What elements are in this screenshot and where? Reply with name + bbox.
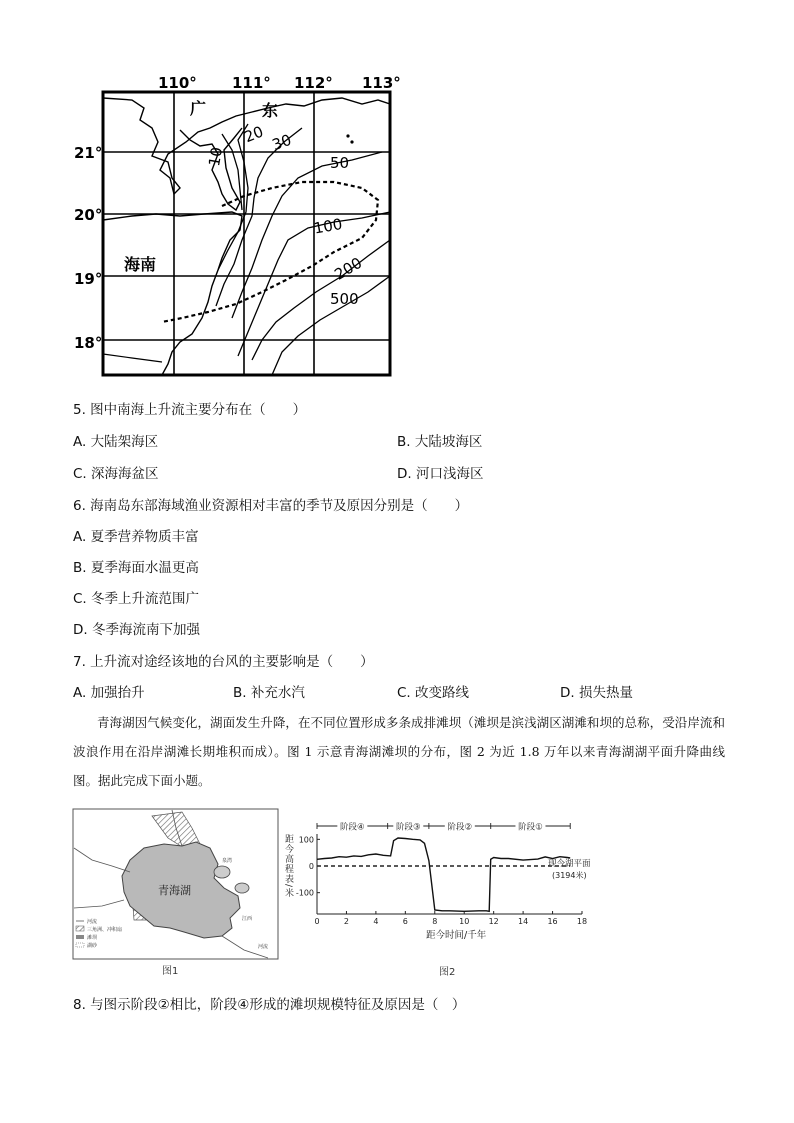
region-label: 海南 xyxy=(124,255,157,274)
isobath-30 xyxy=(216,128,302,306)
question-6-stem: 6. 海南岛东部海域渔业资源相对丰富的季节及原因分别是（ ） xyxy=(73,498,469,514)
x-tick-label: 18 xyxy=(576,917,588,926)
legend-item: 河流 xyxy=(87,919,98,925)
x-tick-label: 2 xyxy=(343,917,349,926)
legend-item: 三角洲、冲积扇 xyxy=(87,927,123,933)
region-label: 东 xyxy=(262,101,279,120)
figure-1-qinghai-lake xyxy=(72,808,280,978)
lon-label: 111° xyxy=(232,74,271,92)
legend-item: 湖砂 xyxy=(87,943,98,949)
y-tick-label: 0 xyxy=(308,862,314,871)
isobath-50 xyxy=(232,152,382,318)
x-tick-label: 14 xyxy=(518,917,529,926)
lat-label: 18° xyxy=(74,334,103,352)
x-tick-label: 10 xyxy=(459,917,470,926)
q6-option-b[interactable]: B. 夏季海面水温更高 xyxy=(73,560,199,576)
island-dot xyxy=(350,140,353,143)
fig1-small-label: 河流 xyxy=(258,944,269,950)
river xyxy=(74,900,124,908)
small-lake xyxy=(214,866,230,878)
lon-label: 112° xyxy=(294,74,333,92)
leizhou-peninsula xyxy=(180,128,242,210)
x-tick-label: 4 xyxy=(373,917,379,926)
q5-option-d[interactable]: D. 河口浅海区 xyxy=(397,466,484,482)
region-label: 广 xyxy=(190,99,207,118)
figure-2-lake-level-chart xyxy=(280,820,610,980)
contour-label: 100 xyxy=(312,214,344,238)
stage-label: 阶段① xyxy=(518,822,543,833)
contour-label: 500 xyxy=(330,290,359,308)
stage-label: 阶段② xyxy=(447,822,473,833)
lon-label: 110° xyxy=(158,74,197,92)
legend-item: 滩坝 xyxy=(87,935,98,941)
hainan-south xyxy=(103,354,162,362)
q5-option-c[interactable]: C. 深海海盆区 xyxy=(73,466,159,482)
south-china-sea-map xyxy=(72,70,412,380)
lat-label: 20° xyxy=(74,206,103,224)
fig1-small-label: 泉湾 xyxy=(222,858,233,864)
question-5-stem: 5. 图中南海上升流主要分布在（ ） xyxy=(73,402,307,418)
q7-option-d[interactable]: D. 损失热量 xyxy=(560,685,633,701)
y-tick-label: 100 xyxy=(298,835,314,845)
x-tick-label: 12 xyxy=(488,917,499,926)
q7-option-b[interactable]: B. 补充水汽 xyxy=(233,685,305,701)
lake-level-line xyxy=(317,838,570,911)
x-tick-label: 8 xyxy=(432,917,438,926)
contour-label: 200 xyxy=(331,253,366,284)
x-tick-label: 6 xyxy=(402,917,408,926)
stage-label: 阶段④ xyxy=(340,822,365,833)
lat-label: 21° xyxy=(74,144,103,162)
ref-line-label: 现今湖平面 xyxy=(548,859,591,869)
figure-2-caption: 图2 xyxy=(439,967,456,978)
y-tick-label: -100 xyxy=(295,888,314,898)
question-7-stem: 7. 上升流对途经该地的台风的主要影响是（ ） xyxy=(73,654,374,670)
x-axis-label: 距今时间/千年 xyxy=(426,930,487,941)
q6-option-a[interactable]: A. 夏季营养物质丰富 xyxy=(73,529,199,545)
contour-label: 20 xyxy=(241,122,267,147)
q5-option-b[interactable]: B. 大陆坡海区 xyxy=(397,434,483,450)
q7-option-a[interactable]: A. 加强抬升 xyxy=(73,685,145,701)
river xyxy=(74,848,130,872)
figure-1-caption: 图1 xyxy=(162,966,179,977)
fig1-legend xyxy=(76,918,122,949)
lake-label: 青海湖 xyxy=(158,884,191,897)
y-axis-label: 距今高程表/米 xyxy=(283,834,293,899)
stage-label: 阶段③ xyxy=(395,822,421,833)
isobath-200 xyxy=(252,240,390,360)
fig1-small-label: 江西 xyxy=(242,916,253,922)
q5-option-a[interactable]: A. 大陆架海区 xyxy=(73,434,159,450)
x-tick-label: 16 xyxy=(547,917,558,926)
q6-option-c[interactable]: C. 冬季上升流范围广 xyxy=(73,591,200,607)
lon-label: 113° xyxy=(362,74,401,92)
x-tick-label: 0 xyxy=(314,917,320,926)
question-8-stem: 8. 与图示阶段②相比，阶段④形成的滩坝规模特征及原因是（ ） xyxy=(73,997,466,1013)
lat-label: 19° xyxy=(74,270,103,288)
contour-label: 10 xyxy=(205,145,227,168)
contour-label: 30 xyxy=(269,130,294,155)
small-lake xyxy=(235,883,249,893)
island-dot xyxy=(346,134,349,137)
q7-option-c[interactable]: C. 改变路线 xyxy=(397,685,470,701)
ref-line-value: (3194米) xyxy=(552,871,587,880)
contour-label: 50 xyxy=(330,154,350,172)
passage-text: 青海湖因气候变化，湖面发生升降，在不同位置形成多条成排滩坝（滩坝是滨浅湖区湖滩和坝的总称，受沿岸流和波浪作用在沿岸湖滩长期堆积而成）。图 1 示意青海湖滩坝的分布，图 2 为近 1.8 万年以来青海湖湖平面升降曲线图。据此完成下面小题。 xyxy=(73,715,725,788)
q6-option-d[interactable]: D. 冬季海流南下加强 xyxy=(73,622,200,638)
